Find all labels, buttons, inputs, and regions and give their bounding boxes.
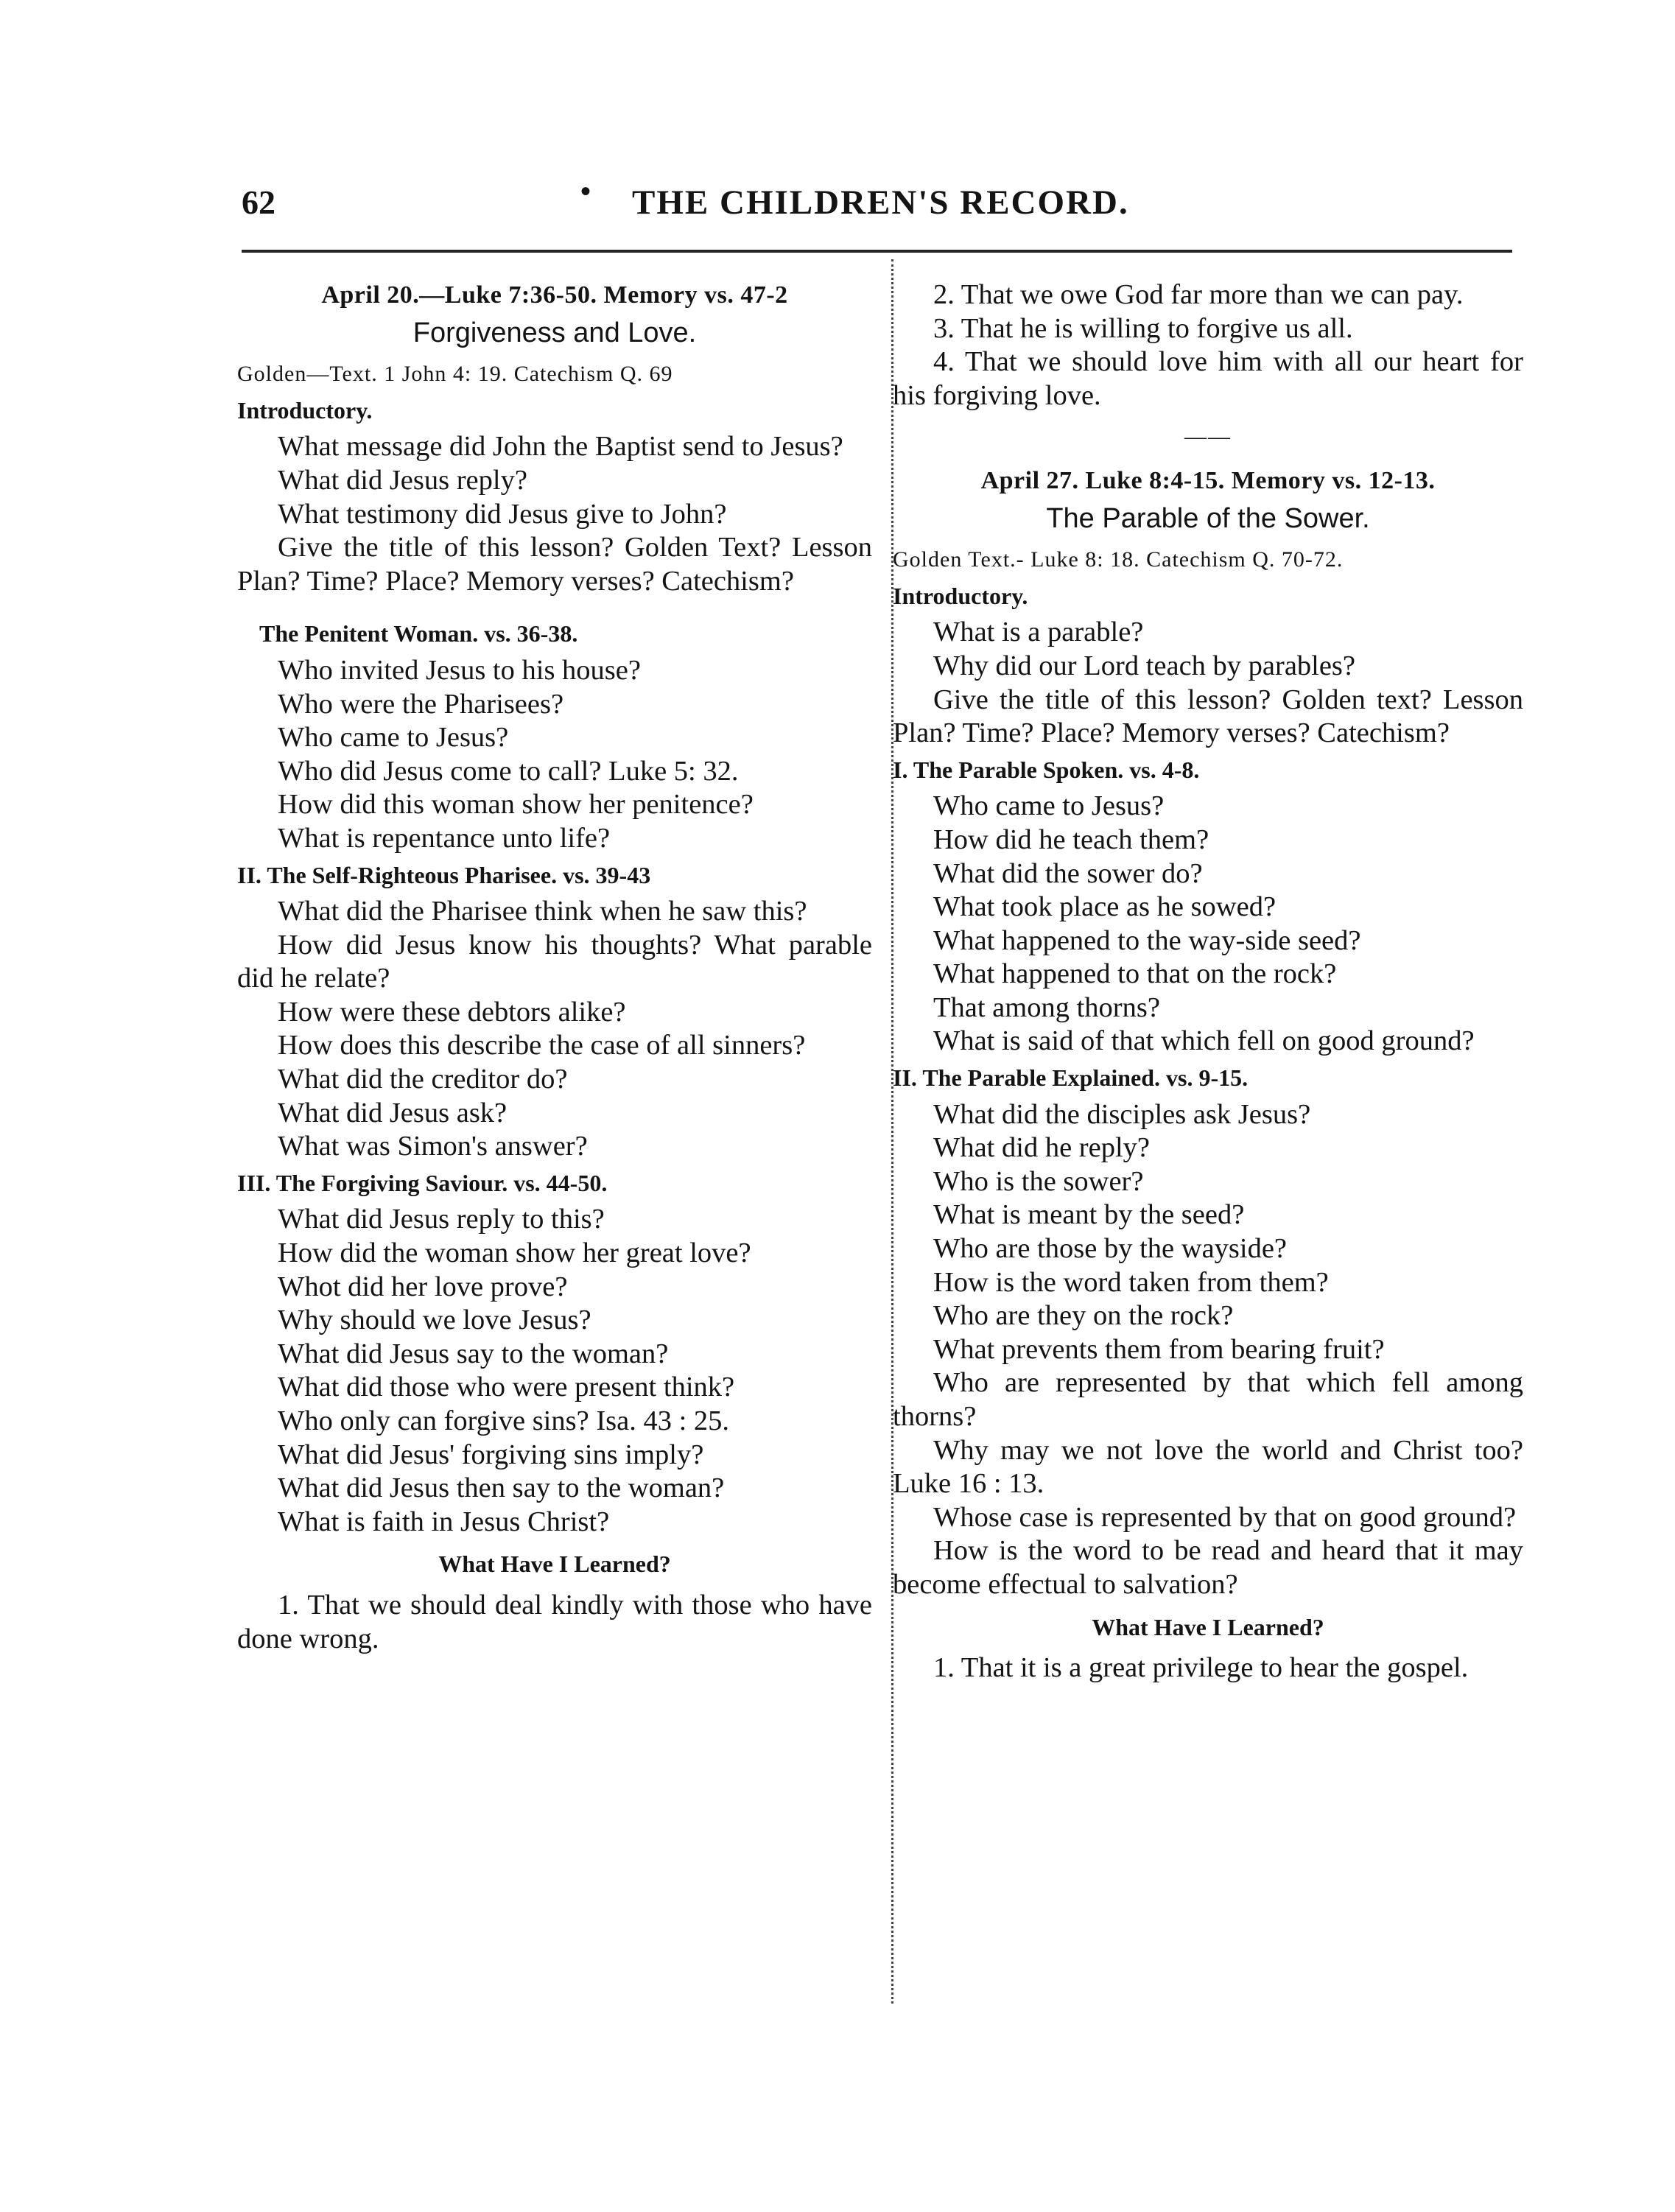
separator-rule: —— bbox=[1184, 424, 1232, 449]
question: What did Jesus say to the woman? bbox=[278, 1338, 669, 1369]
question: Who invited Jesus to his house? bbox=[278, 654, 641, 686]
question: That among thorns? bbox=[933, 991, 1160, 1023]
question: What is faith in Jesus Christ? bbox=[278, 1506, 610, 1537]
question: Who is the sower? bbox=[933, 1165, 1144, 1197]
golden-text: Golden—Text. 1 John 4: 19. Catechism Q. 69 bbox=[237, 362, 673, 387]
question: What did he reply? bbox=[933, 1132, 1150, 1164]
question: What did Jesus reply? bbox=[278, 464, 527, 496]
section-heading: III. The Forgiving Saviour. vs. 44-50. bbox=[237, 1169, 608, 1196]
lesson-title: Forgiveness and Love. bbox=[412, 317, 697, 348]
section-heading: I. The Parable Spoken. vs. 4-8. bbox=[893, 756, 1200, 783]
learned-item: 3. That he is willing to forgive us all. bbox=[933, 312, 1353, 344]
question: Who came to Jesus? bbox=[278, 722, 509, 754]
right-column bbox=[893, 278, 1523, 1685]
question: How did the woman show her great love? bbox=[278, 1237, 751, 1269]
page-header bbox=[242, 175, 1509, 227]
question: What is a parable? bbox=[933, 617, 1144, 648]
learned-heading: What Have I Learned? bbox=[438, 1551, 671, 1578]
question: Who were the Pharisees? bbox=[278, 688, 564, 720]
question: Give the title of this lesson? Golden text? Lesson Plan? Time? Place? Memory verses? Catechism? bbox=[893, 684, 1523, 749]
question: How does this describe the case of all sinners? bbox=[278, 1030, 806, 1061]
header-rule bbox=[242, 250, 1512, 253]
section-heading: The Penitent Woman. vs. 36-38. bbox=[259, 620, 578, 647]
question: What did those who were present think? bbox=[278, 1372, 735, 1403]
header-dot: • bbox=[580, 175, 591, 208]
question: Who only can forgive sins? Isa. 43 : 25. bbox=[278, 1405, 730, 1436]
section-heading: II. The Parable Explained. vs. 9-15. bbox=[893, 1064, 1249, 1092]
learned-item: 1. That we should deal kindly with those who have done wrong. bbox=[237, 1589, 872, 1654]
question: How did he teach them? bbox=[933, 824, 1209, 855]
question: What testimony did Jesus give to John? bbox=[278, 498, 727, 530]
question: Who did Jesus come to call? Luke 5: 32. bbox=[278, 755, 739, 787]
question: What did the disciples ask Jesus? bbox=[933, 1098, 1311, 1130]
running-title: THE CHILDREN'S RECORD. bbox=[632, 183, 1129, 222]
question: How did this woman show her penitence? bbox=[278, 789, 754, 821]
question: Why did our Lord teach by parables? bbox=[933, 650, 1356, 681]
question: Give the title of this lesson? Golden Text? Lesson Plan? Time? Place? Memory verses? Catechism? bbox=[237, 532, 872, 597]
lesson-heading: April 20.—Luke 7:36-50. Memory vs. 47-2 bbox=[321, 281, 788, 309]
left-column bbox=[237, 278, 872, 1656]
learned-item: 2. That we owe God far more than we can pay. bbox=[933, 279, 1464, 310]
lesson-title: The Parable of the Sower. bbox=[1046, 502, 1370, 534]
question: What happened to the way-side seed? bbox=[933, 924, 1361, 956]
question: What prevents them from bearing fruit? bbox=[933, 1333, 1385, 1365]
question: Whot did her love prove? bbox=[278, 1271, 568, 1302]
question: What message did John the Baptist send to Jesus? bbox=[278, 431, 843, 463]
question: Who are those by the wayside? bbox=[933, 1233, 1288, 1265]
question: What did Jesus then say to the woman? bbox=[278, 1472, 725, 1504]
question: What is said of that which fell on good ground? bbox=[933, 1025, 1475, 1057]
learned-item: 4. That we should love him with all our heart for his forgiving love. bbox=[893, 346, 1523, 411]
question: What did Jesus' forgiving sins imply? bbox=[278, 1439, 704, 1470]
section-heading: II. The Self-Righteous Pharisee. vs. 39-43 bbox=[237, 861, 651, 888]
question: Whose case is represented by that on good ground? bbox=[933, 1501, 1517, 1533]
question: Who came to Jesus? bbox=[933, 790, 1165, 822]
learned-item: 1. That it is a great privilege to hear the gospel. bbox=[933, 1652, 1469, 1684]
question: What did Jesus reply to this? bbox=[278, 1204, 605, 1235]
question: What is repentance unto life? bbox=[278, 822, 611, 854]
question: What did the creditor do? bbox=[278, 1064, 568, 1095]
golden-text: Golden Text.- Luke 8: 18. Catechism Q. 70-72. bbox=[893, 547, 1344, 572]
question: What did the Pharisee think when he saw this? bbox=[278, 896, 807, 927]
introductory-heading: Introductory. bbox=[893, 582, 1028, 609]
page-number: 62 bbox=[242, 183, 275, 221]
question: Why may we not love the world and Christ too? Luke 16 : 13. bbox=[893, 1434, 1523, 1500]
question: What took place as he sowed? bbox=[933, 891, 1277, 923]
introductory-heading: Introductory. bbox=[237, 396, 373, 424]
question: What was Simon's answer? bbox=[278, 1131, 588, 1162]
lesson-heading: April 27. Luke 8:4-15. Memory vs. 12-13. bbox=[980, 466, 1436, 494]
question: How did Jesus know his thoughts? What parable did he relate? bbox=[237, 929, 872, 994]
question: What did Jesus ask? bbox=[278, 1097, 508, 1128]
question: How were these debtors alike? bbox=[278, 996, 626, 1028]
question: How is the word taken from them? bbox=[933, 1266, 1329, 1298]
question: Who are represented by that which fell among thorns? bbox=[893, 1367, 1523, 1432]
learned-heading: What Have I Learned? bbox=[1092, 1613, 1324, 1640]
question: What is meant by the seed? bbox=[933, 1199, 1245, 1231]
question: Who are they on the rock? bbox=[933, 1300, 1234, 1332]
question: What did the sower do? bbox=[933, 857, 1203, 889]
question: How is the word to be read and heard that it may become effectual to salvation? bbox=[893, 1535, 1523, 1600]
question: What happened to that on the rock? bbox=[933, 958, 1337, 990]
question: Why should we love Jesus? bbox=[278, 1305, 591, 1336]
